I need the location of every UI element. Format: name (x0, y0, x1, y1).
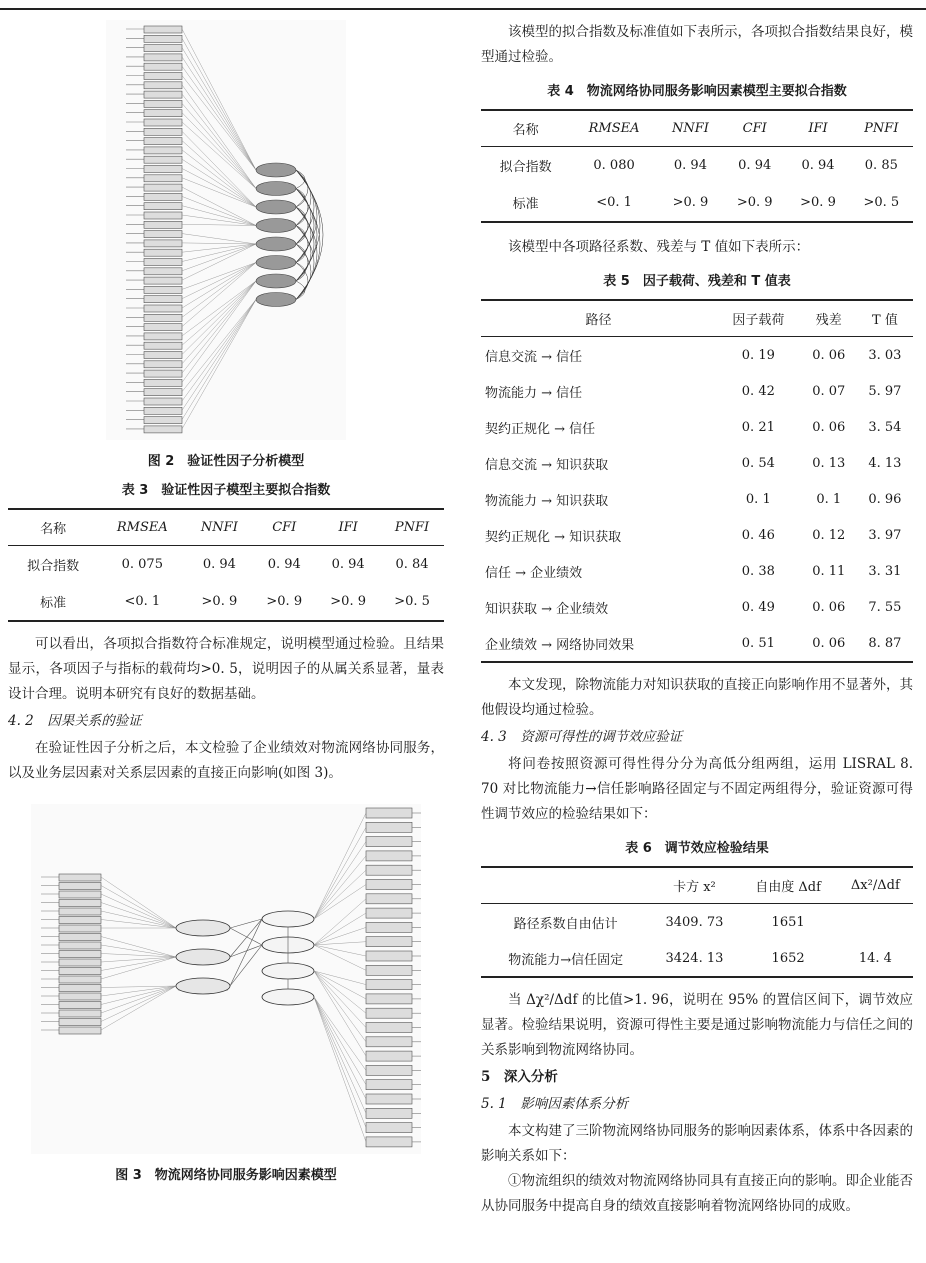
table-row (8, 546, 444, 584)
table-cell: >0. 5 (380, 583, 444, 621)
indicator-box (59, 1002, 101, 1009)
indicator-box (144, 54, 182, 61)
indicator-box (144, 314, 182, 321)
table-cell: 3. 54 (868, 419, 902, 435)
loading-path (182, 131, 256, 207)
table-row (481, 625, 913, 662)
indicator-box (144, 296, 182, 303)
loading-path (101, 986, 176, 1013)
indicator-box (144, 333, 182, 340)
table-cell: 信息交流 → 信任 (485, 349, 583, 365)
indicator-box (59, 925, 101, 932)
loading-path (101, 920, 176, 929)
indicator-box (366, 837, 412, 847)
indicator-box (366, 1094, 412, 1104)
loading-path (182, 263, 256, 318)
table-cell: 0. 080 (593, 158, 635, 173)
indicator-box (366, 865, 412, 875)
latent-factor-ellipse (256, 219, 296, 233)
indicator-box (366, 937, 412, 947)
table-4-caption: 表 4 物流网络协同服务影响因素模型主要拟合指数 (547, 84, 847, 99)
table-cell: 0. 12 (812, 527, 846, 543)
endogenous-factor-ellipse (262, 989, 314, 1005)
table-3 (8, 508, 444, 622)
table-header: 名称 (481, 110, 570, 147)
loading-path (314, 971, 366, 1042)
table-cell: 3. 31 (868, 563, 902, 579)
table-cell: 契约正规化 → 信任 (485, 421, 596, 437)
loading-path (314, 870, 366, 919)
loading-path (314, 899, 366, 945)
indicator-box (144, 166, 182, 173)
loading-path (182, 206, 256, 226)
table-cell: 0. 94 (673, 158, 707, 173)
table-cell: >0. 9 (316, 583, 380, 621)
loading-path (101, 911, 176, 928)
latent-factor-ellipse (256, 293, 296, 307)
table-header: PNFI (380, 509, 444, 546)
indicator-box (59, 951, 101, 958)
loading-path (182, 243, 256, 244)
structural-path (230, 919, 262, 986)
table-row (481, 337, 913, 374)
table-cell: 0. 94 (738, 158, 772, 173)
loading-path (182, 234, 256, 244)
header-rule (0, 8, 926, 10)
loading-path (182, 281, 256, 382)
indicator-box (144, 147, 182, 154)
table-cell: 0. 21 (741, 419, 775, 435)
indicator-box (366, 980, 412, 990)
loading-path (314, 827, 366, 919)
table-cell: 0. 54 (741, 455, 775, 471)
table-cell: 1652 (739, 940, 838, 977)
table-header: CFI (723, 110, 786, 147)
table-header: NNFI (658, 110, 723, 147)
indicator-box (366, 922, 412, 932)
indicator-box (59, 985, 101, 992)
indicator-box (144, 370, 182, 377)
table-cell: 0. 13 (812, 455, 846, 471)
loading-path (101, 986, 176, 1030)
loading-path (314, 971, 366, 1013)
loading-path (182, 76, 256, 171)
table-cell: 拟合指数 (27, 559, 80, 574)
table-cell: 0. 38 (741, 563, 775, 579)
cfa-model-diagram (106, 20, 346, 440)
indicator-box (366, 880, 412, 890)
loading-path (182, 244, 256, 280)
table-cell: 信息交流 → 知识获取 (485, 457, 609, 473)
loading-path (182, 85, 256, 189)
loading-path (101, 986, 176, 988)
table-header: T 值 (857, 300, 913, 337)
figure-3 (31, 804, 421, 1154)
table-cell: 0. 075 (121, 557, 163, 572)
loading-path (182, 300, 256, 429)
table-row (481, 373, 913, 409)
indicator-box (144, 73, 182, 80)
paragraph: 本文发现，除物流能力对知识获取的直接正向影响作用不显著外，其他假设均通过检验。 (481, 677, 913, 718)
indicator-box (366, 822, 412, 832)
indicator-box (144, 342, 182, 349)
loading-path (314, 997, 366, 1128)
table-cell: 0. 1 (745, 491, 771, 507)
table-header: 名称 (8, 509, 98, 546)
indicator-box (59, 874, 101, 881)
loading-path (182, 178, 256, 207)
table-cell: 0. 42 (741, 383, 775, 399)
table-cell: 信任 → 企业绩效 (485, 565, 583, 581)
table-header: 因子载荷 (716, 300, 801, 337)
loading-path (314, 971, 366, 1056)
table-cell: >0. 9 (186, 583, 252, 621)
indicator-box (144, 110, 182, 117)
table-cell: >0. 9 (723, 184, 786, 222)
loading-path (314, 997, 366, 1099)
indicator-box (144, 277, 182, 284)
exogenous-factor-ellipse (176, 978, 230, 994)
loading-path (182, 66, 256, 170)
indicator-box (144, 26, 182, 33)
loading-path (101, 886, 176, 929)
table-header: PNFI (850, 110, 913, 147)
indicator-box (366, 1080, 412, 1090)
section-heading-5-1: 5. 1 影响因素体系分析 (481, 1096, 629, 1112)
table-cell: 企业绩效 → 网络协同效果 (481, 625, 716, 662)
loading-path (182, 281, 256, 336)
loading-path (101, 957, 176, 971)
table-row (481, 147, 913, 185)
table-cell: >0. 9 (252, 583, 316, 621)
table-row (481, 904, 913, 941)
table-cell: 路径系数自由估计 (513, 916, 618, 932)
endogenous-factor-ellipse (262, 963, 314, 979)
indicator-box (59, 917, 101, 924)
paragraph: 将问卷按照资源可得性得分分为高低分组两组，运用 LISRAL 8. 70 对比物流能力→信任影响路径固定与不固定两组得分，验证资源可得性调节效应的检验结果如下： (481, 756, 913, 822)
paragraph: 该模型中各项路径系数、残差与 T 值如下表所示： (508, 239, 810, 255)
table-row (481, 517, 913, 553)
loading-path (314, 842, 366, 919)
indicator-box (59, 1027, 101, 1034)
latent-factor-ellipse (256, 256, 296, 270)
table-cell: 7. 55 (868, 599, 902, 615)
indicator-box (59, 993, 101, 1000)
exogenous-factor-ellipse (176, 949, 230, 965)
correlation-arc (296, 226, 314, 300)
loading-path (314, 971, 366, 999)
indicator-box (144, 156, 182, 163)
table-cell: <0. 1 (570, 184, 658, 222)
exogenous-factor-ellipse (176, 920, 230, 936)
paragraph: ①物流组织的绩效对物流网络协同具有直接正向的影响。即企业能否从协同服务中提高自身的绩效直接影响着物流网络协同的成败。 (481, 1173, 913, 1214)
table-cell: 0. 96 (868, 491, 902, 507)
loading-path (182, 244, 256, 262)
indicator-box (59, 908, 101, 915)
indicator-box (144, 240, 182, 247)
indicator-box (144, 259, 182, 266)
indicator-box (366, 1037, 412, 1047)
left-column (8, 20, 444, 1193)
indicator-box (59, 900, 101, 907)
indicator-box (59, 959, 101, 966)
indicator-box (366, 994, 412, 1004)
loading-path (182, 159, 256, 207)
loading-path (314, 813, 366, 919)
right-column (481, 20, 913, 1219)
latent-factor-ellipse (256, 163, 296, 177)
indicator-box (144, 82, 182, 89)
indicator-box (144, 286, 182, 293)
table-6-caption: 表 6 调节效应检验结果 (625, 841, 769, 856)
table-cell: 0. 94 (801, 158, 835, 173)
table-cell: 0. 19 (741, 347, 775, 363)
loading-path (314, 945, 366, 970)
influence-model-diagram (31, 804, 421, 1154)
paragraph: 本文构建了三阶物流网络协同服务的影响因素体系，体系中各因素的影响关系如下： (481, 1123, 913, 1164)
table-4 (481, 109, 913, 223)
loading-path (182, 215, 256, 226)
structural-path (230, 919, 262, 928)
table-cell: 物流能力 → 知识获取 (485, 493, 609, 509)
loading-path (101, 877, 176, 928)
loading-path (182, 29, 256, 170)
indicator-box (144, 398, 182, 405)
indicator-box (366, 1108, 412, 1118)
loading-path (101, 986, 176, 996)
table-row (481, 589, 913, 625)
indicator-box (366, 951, 412, 961)
loading-path (314, 945, 366, 956)
table-cell: 3409. 73 (665, 914, 724, 930)
indicator-box (59, 1010, 101, 1017)
table-row (481, 481, 913, 517)
indicator-box (59, 976, 101, 983)
loading-path (182, 300, 256, 402)
loading-path (314, 997, 366, 1113)
table-cell: 0. 85 (864, 158, 898, 173)
loading-path (182, 103, 256, 188)
indicator-box (144, 324, 182, 331)
table-row (481, 445, 913, 481)
loading-path (101, 986, 176, 1022)
table-cell: 5. 97 (868, 383, 902, 399)
section-heading-5: 5 深入分析 (481, 1069, 558, 1085)
indicator-box (59, 891, 101, 898)
indicator-box (144, 203, 182, 210)
table-cell: 拟合指数 (499, 160, 552, 175)
table-header: RMSEA (98, 509, 186, 546)
table-header: IFI (316, 509, 380, 546)
indicator-box (366, 908, 412, 918)
indicator-box (59, 942, 101, 949)
table-cell: 4. 13 (868, 455, 902, 471)
indicator-box (144, 91, 182, 98)
table-header: 自由度 Δdf (739, 867, 838, 904)
figure-2-caption: 图 2 验证性因子分析模型 (147, 454, 305, 469)
latent-factor-ellipse (256, 274, 296, 288)
figure-2 (106, 20, 346, 440)
indicator-box (144, 212, 182, 219)
indicator-box (144, 426, 182, 433)
indicator-box (144, 231, 182, 238)
loading-path (314, 856, 366, 919)
table-3-caption: 表 3 验证性因子模型主要拟合指数 (121, 483, 331, 498)
table-cell: 标准 (481, 184, 570, 222)
indicator-box (144, 45, 182, 52)
table-cell: >0. 9 (658, 184, 723, 222)
table-cell: 0. 11 (812, 563, 846, 579)
paragraph: 当 Δχ²/Δdf 的比值>1. 96，说明在 95% 的置信区间下，调节效应显著。检验结果说明，资源可得性主要是通过影响物流能力与信任之间的关系影响到物流网络协同。 (481, 992, 913, 1058)
indicator-box (144, 119, 182, 126)
indicator-box (144, 184, 182, 191)
table-cell: 8. 87 (857, 625, 913, 662)
loading-path (182, 300, 256, 411)
indicator-box (144, 268, 182, 275)
section-heading-4-2: 4. 2 因果关系的验证 (8, 713, 142, 729)
table-cell: 物流能力 → 信任 (485, 385, 583, 401)
table-row (481, 940, 913, 977)
loading-path (182, 224, 256, 225)
table-cell: 0. 94 (202, 557, 236, 572)
table-row (481, 553, 913, 589)
table-cell: 1651 (771, 914, 805, 930)
indicator-box (144, 63, 182, 70)
indicator-box (366, 965, 412, 975)
table-header: IFI (786, 110, 849, 147)
table-header: RMSEA (570, 110, 658, 147)
table-cell: 标准 (8, 583, 98, 621)
table-cell: 0. 06 (801, 625, 857, 662)
indicator-box (366, 851, 412, 861)
table-cell: 0. 51 (716, 625, 801, 662)
loading-path (314, 997, 366, 1070)
loading-path (101, 957, 176, 962)
indicator-box (366, 808, 412, 818)
endogenous-factor-ellipse (262, 911, 314, 927)
indicator-box (366, 1023, 412, 1033)
indicator-box (144, 361, 182, 368)
table-header: 路径 (481, 300, 716, 337)
section-heading-4-3: 4. 3 资源可得性的调节效应验证 (481, 729, 683, 745)
table-cell: 0. 06 (812, 419, 846, 435)
loading-path (182, 38, 256, 170)
indicator-box (144, 193, 182, 200)
table-cell (838, 904, 913, 941)
indicator-box (59, 883, 101, 890)
loading-path (101, 894, 176, 928)
indicator-box (144, 352, 182, 359)
loading-path (101, 957, 176, 979)
table-cell: 0. 06 (812, 599, 846, 615)
table-cell: 0. 84 (395, 557, 429, 572)
indicator-box (144, 305, 182, 312)
paragraph: 在验证性因子分析之后，本文检验了企业绩效对物流网络协同服务，以及业务层因素对关系层因素的直接正向影响(如图 3)。 (8, 740, 444, 781)
table-6 (481, 866, 913, 978)
loading-path (182, 187, 256, 225)
indicator-box (366, 1065, 412, 1075)
table-cell: 0. 1 (816, 491, 842, 507)
loading-path (182, 196, 256, 225)
table-cell: 0. 94 (331, 557, 365, 572)
table-cell: 0. 46 (741, 527, 775, 543)
indicator-box (144, 138, 182, 145)
table-cell: 知识获取 → 企业绩效 (485, 601, 609, 617)
indicator-box (366, 1008, 412, 1018)
indicator-box (144, 175, 182, 182)
indicator-box (366, 1051, 412, 1061)
table-cell: >0. 5 (850, 184, 913, 222)
table-row (8, 583, 444, 621)
indicator-box (144, 221, 182, 228)
table-cell: 契约正规化 → 知识获取 (485, 529, 622, 545)
table-cell: 0. 49 (741, 599, 775, 615)
indicator-box (366, 1123, 412, 1133)
indicator-box (144, 100, 182, 107)
table-cell: 0. 06 (812, 347, 846, 363)
table-row (481, 184, 913, 222)
indicator-box (144, 379, 182, 386)
indicator-box (59, 934, 101, 941)
table-cell: 3424. 13 (650, 940, 738, 977)
indicator-box (144, 35, 182, 42)
indicator-box (144, 128, 182, 135)
loading-path (182, 48, 256, 170)
indicator-box (144, 389, 182, 396)
table-cell: 0. 07 (812, 383, 846, 399)
latent-factor-ellipse (256, 182, 296, 196)
table-cell: >0. 9 (786, 184, 849, 222)
table-cell: 3. 97 (868, 527, 902, 543)
latent-factor-ellipse (256, 200, 296, 214)
indicator-box (59, 968, 101, 975)
loading-path (182, 57, 256, 170)
figure-3-caption: 图 3 物流网络协同服务影响因素模型 (115, 1168, 337, 1183)
table-header (481, 867, 650, 904)
table-header: 残差 (801, 300, 857, 337)
table-header: CFI (252, 509, 316, 546)
indicator-box (144, 407, 182, 414)
table-cell: 物流能力→信任固定 (481, 940, 650, 977)
indicator-box (144, 249, 182, 256)
table-5 (481, 299, 913, 663)
paragraph: 该模型的拟合指数及标准值如下表所示，各项拟合指数结果良好，模型通过检验。 (481, 24, 913, 65)
table-header: NNFI (186, 509, 252, 546)
indicator-box (366, 1137, 412, 1147)
table-5-caption: 表 5 因子载荷、残差和 T 值表 (603, 274, 791, 289)
loading-path (314, 885, 366, 920)
indicator-box (59, 1019, 101, 1026)
latent-factor-ellipse (256, 237, 296, 251)
loading-path (314, 913, 366, 945)
structural-path (230, 928, 262, 945)
indicator-box (366, 894, 412, 904)
table-cell: 14. 4 (838, 940, 913, 977)
table-cell: <0. 1 (98, 583, 186, 621)
paragraph: 可以看出，各项拟合指数符合标准规定，说明模型通过检验。且结果显示，各项因子与指标的载荷均>0. 5，说明因子的从属关系显著，量表设计合理。说明本研究有良好的数据基础。 (8, 636, 444, 702)
table-header: Δx²/Δdf (838, 867, 913, 904)
table-header: 卡方 x² (650, 867, 738, 904)
loading-path (101, 903, 176, 929)
indicator-box (144, 417, 182, 424)
loading-path (101, 986, 176, 1005)
table-cell: 0. 94 (267, 557, 301, 572)
table-row (481, 409, 913, 445)
loading-path (314, 997, 366, 1085)
table-cell: 3. 03 (868, 347, 902, 363)
loading-path (314, 971, 366, 985)
